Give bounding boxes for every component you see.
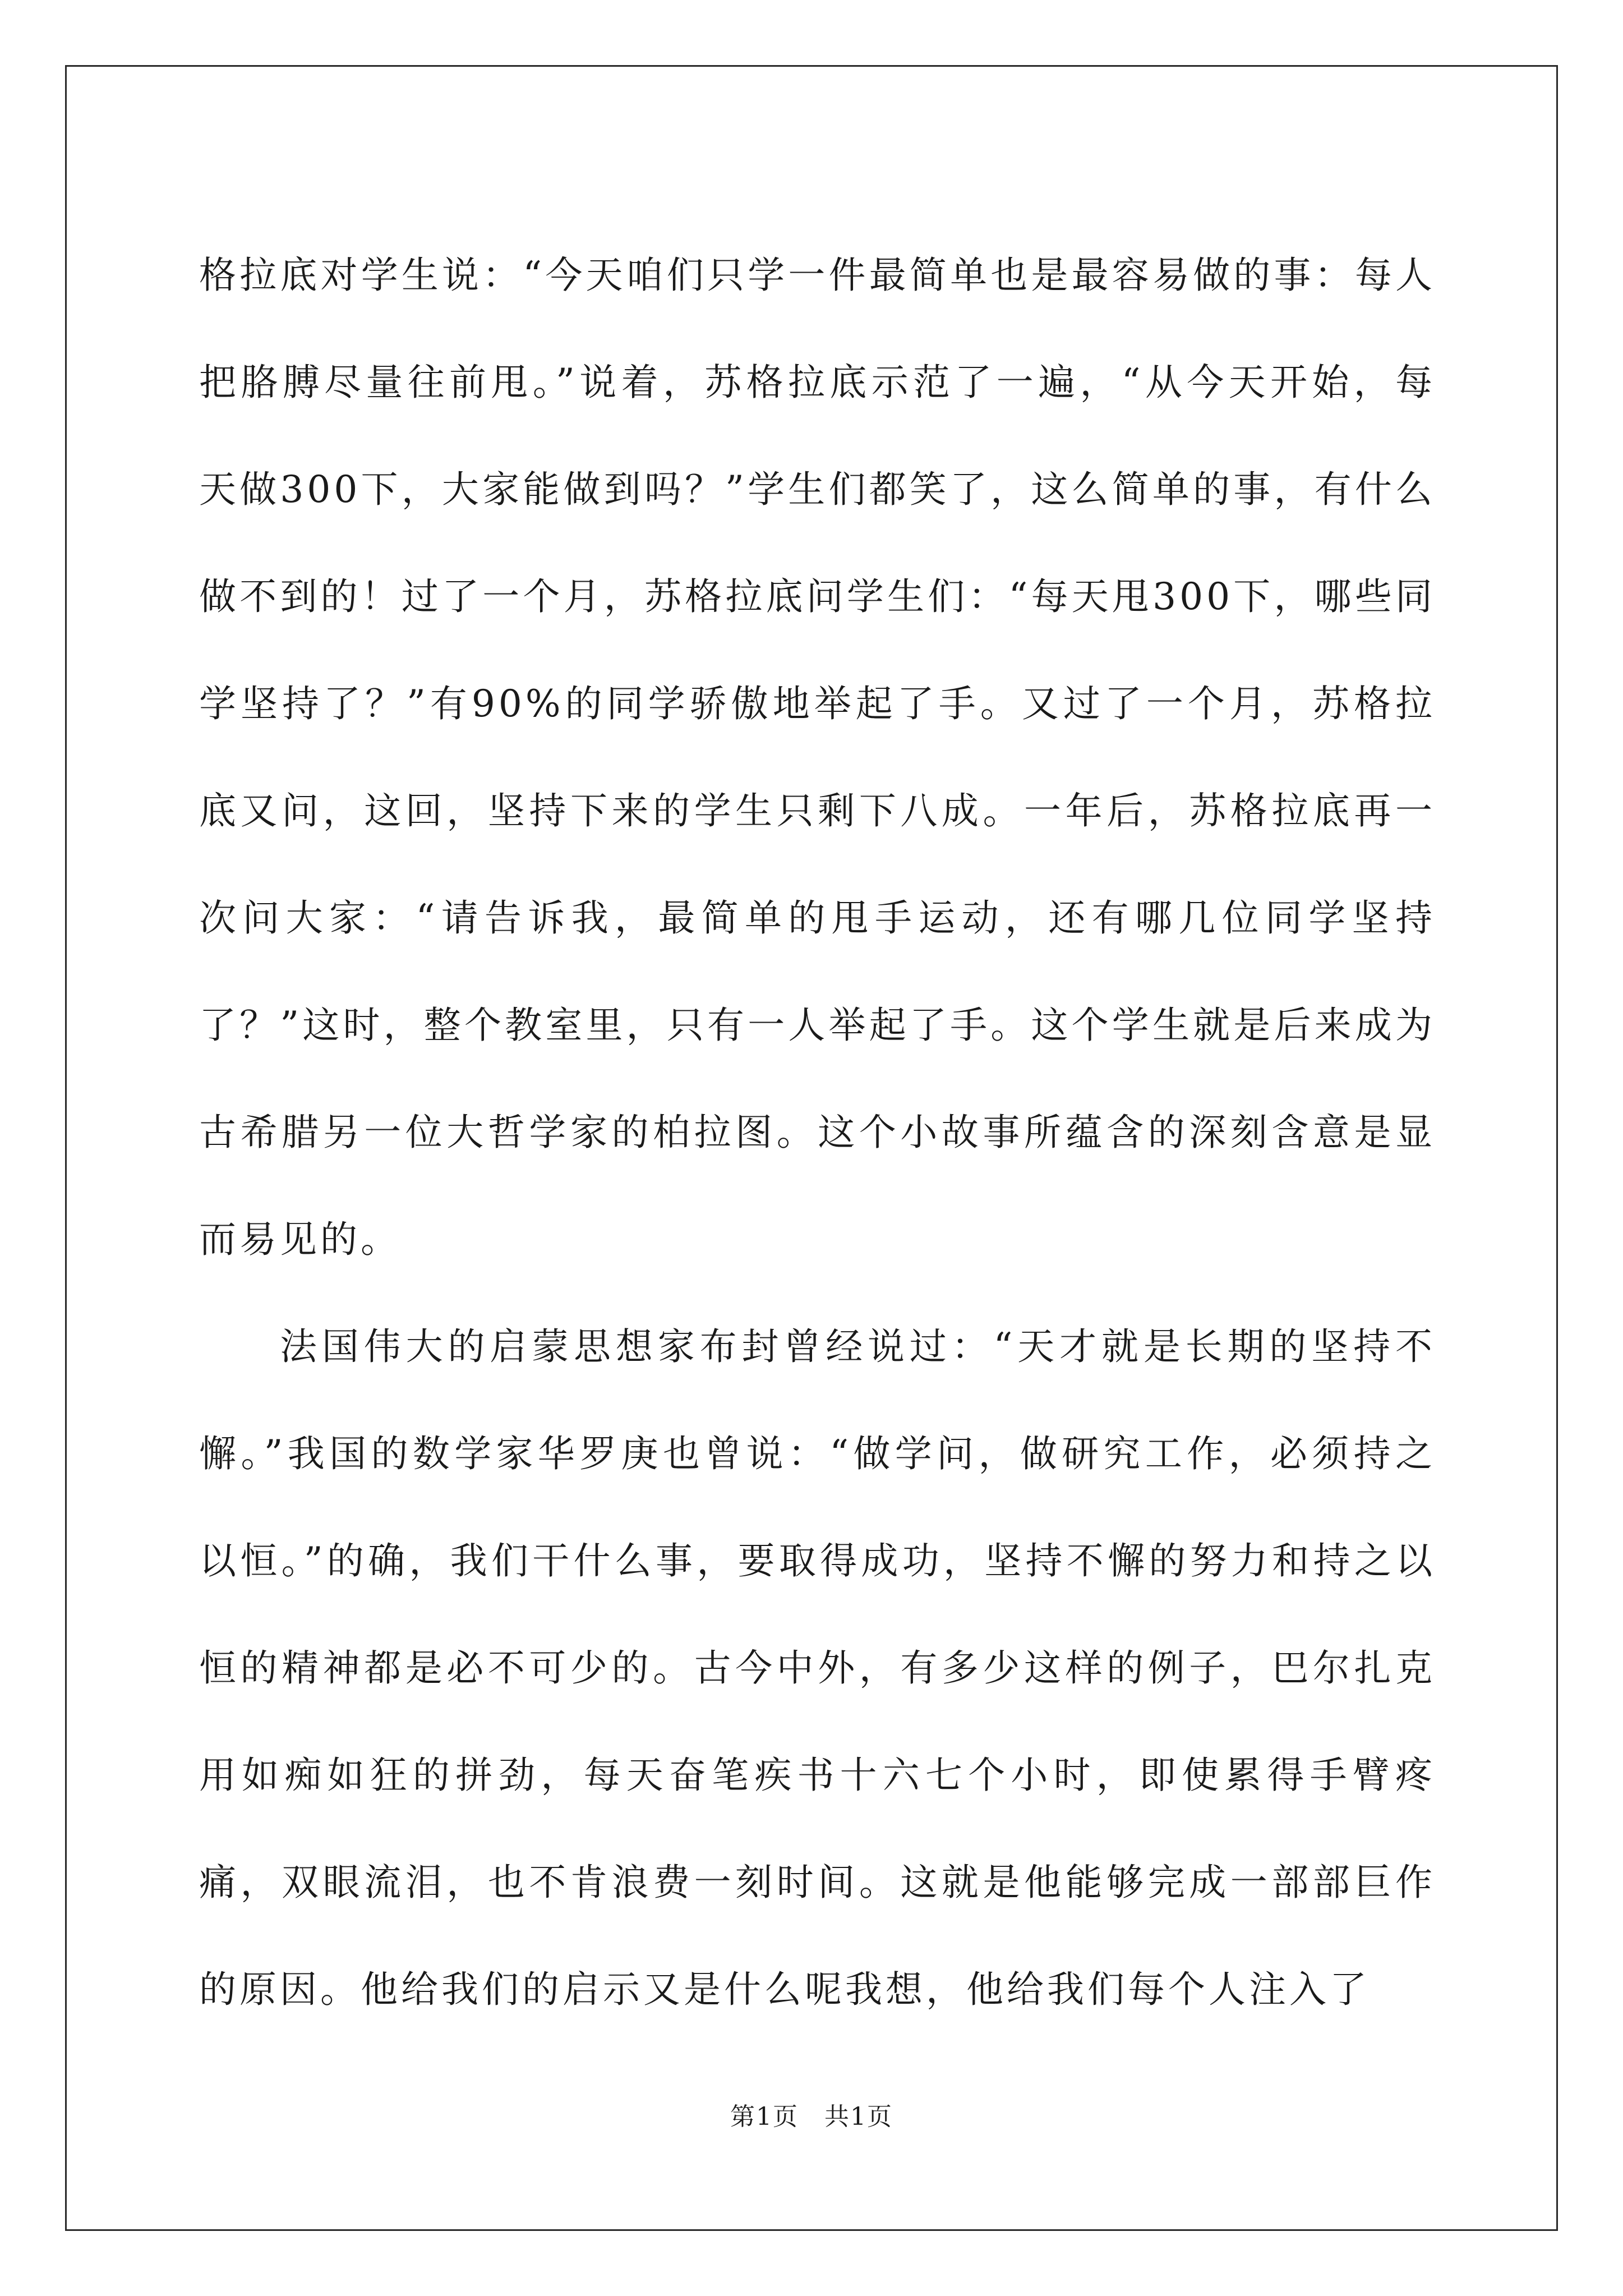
paragraph-2: 法国伟大的启蒙思想家布封曾经说过：“天才就是长期的坚持不懈。”我国的数学家华罗庚也曾说：“做学问，做研究工作，必须持之以恒。”的确，我们干什么事，要取得成功，坚持不懈的努力和持之以恒的精神都是必不可少的。古今中外，有多少这样的例子，巴尔扎克用如痴如狂的拼劲，每天奋笔疾书十六七个小时，即使累得手臂疼痛，双眼流泪，也不肯浪费一刻时间。这就是他能够完成一部部巨作的原因。他给我们的启示又是什么呢我想，他给我们每个人注入了 [199,1325,1436,2011]
paragraph-1: 格拉底对学生说：“今天咱们只学一件最简单也是最容易做的事：每人把胳膊尽量往前甩。”说着，苏格拉底示范了一遍，“从今天开始，每天做300下，大家能做到吗？”学生们都笑了，这么简单的事，有什么做不到的！过了一个月，苏格拉底问学生们：“每天甩300下，哪些同学坚持了？”有90%的同学骄傲地举起了手。又过了一个月，苏格拉底又问，这回，坚持下来的学生只剩下八成。一年后，苏格拉底再一次问大家：“请告诉我，最简单的甩手运动，还有哪几位同学坚持了？”这时，整个教室里，只有一人举起了手。这个学生就是后来成为古希腊另一位大哲学家的柏拉图。这个小故事所蕴含的深刻含意是显而易见的。 [199,254,1436,1261]
page-total: 共1页 [824,2102,893,2131]
document-body [199,222,1436,2043]
page-number: 第1页 [730,2102,799,2131]
page-footer [0,2100,1623,2134]
